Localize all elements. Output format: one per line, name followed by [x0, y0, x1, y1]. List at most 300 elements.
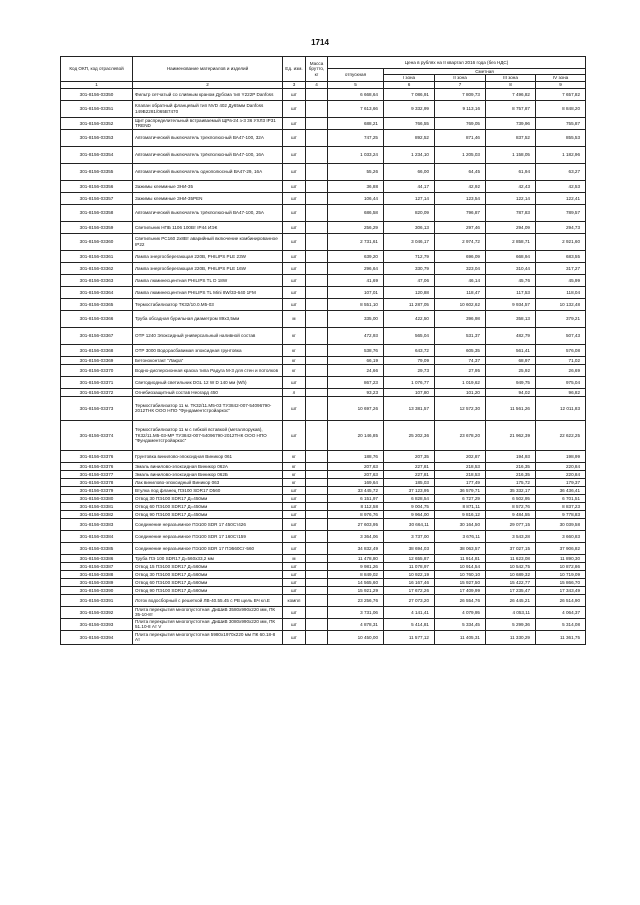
column-index-row	[61, 81, 586, 88]
cell-price-zone-2: 323,04	[435, 262, 486, 274]
table-row	[61, 163, 586, 180]
cell-price-zone-4: 855,53	[536, 129, 586, 146]
cell-price-zone-1: 38 694,03	[384, 542, 435, 554]
cell-price-zone-1: 9 964,00	[384, 510, 435, 518]
cell-price-otpusknaya: 169,64	[328, 478, 384, 486]
cell-mass	[306, 554, 328, 562]
cell-price-zone-2: 3 676,11	[435, 530, 486, 542]
cell-price-zone-3: 6 502,95	[486, 494, 536, 502]
table-row	[61, 470, 586, 478]
cell-code: 301-8156-03391	[61, 594, 133, 606]
cell-price-otpusknaya: 33 445,72	[328, 486, 384, 494]
cell-name: Отвод 90 ПЭ100 SDR17 Д=560мм	[133, 586, 283, 594]
cell-price-zone-2: 202,87	[435, 450, 486, 462]
cell-price-zone-2: 10 760,10	[435, 570, 486, 578]
cell-price-zone-3: 8 757,87	[486, 100, 536, 117]
cell-mass	[306, 163, 328, 180]
cell-code: 301-8156-03385	[61, 542, 133, 554]
cell-name: Отвод 90 ПЭ100 SDR17 Д=450мм	[133, 510, 283, 518]
table-row	[61, 356, 586, 364]
header-mass: Масса брутто, кг	[306, 57, 328, 82]
cell-name: Светильник РС160 2х8Вт аварийный включение комбинированное IP22	[133, 233, 283, 250]
cell-price-zone-2: 17 409,99	[435, 586, 486, 594]
cell-price-zone-2: 2 974,72	[435, 233, 486, 250]
cell-price-zone-4: 8 848,20	[536, 100, 586, 117]
cell-price-zone-4: 63,27	[536, 163, 586, 180]
table-row	[61, 146, 586, 163]
cell-price-zone-3: 949,75	[486, 376, 536, 388]
cell-price-otpusknaya: 207,63	[328, 470, 384, 478]
cell-price-otpusknaya: 41,69	[328, 274, 384, 286]
cell-price-zone-1: 10 922,19	[384, 570, 435, 578]
table-row	[61, 388, 586, 396]
cell-price-zone-4: 683,55	[536, 250, 586, 262]
cell-mass	[306, 327, 328, 344]
cell-name: Бетоноконтакт "Лакра"	[133, 356, 283, 364]
cell-price-zone-1: 9 004,75	[384, 502, 435, 510]
cell-price-otpusknaya: 24,66	[328, 364, 384, 376]
cell-mass	[306, 180, 328, 192]
col-index: 2	[133, 81, 283, 88]
cell-mass	[306, 344, 328, 356]
cell-price-zone-2: 101,20	[435, 388, 486, 396]
cell-price-zone-2: 123,54	[435, 192, 486, 204]
cell-mass	[306, 356, 328, 364]
cell-price-zone-2: 118,47	[435, 286, 486, 298]
cell-code: 301-8156-03374	[61, 420, 133, 450]
table-row	[61, 462, 586, 470]
col-index: 8	[486, 81, 536, 88]
cell-price-zone-2: 23 678,20	[435, 420, 486, 450]
table-row	[61, 204, 586, 221]
cell-unit: шт	[283, 298, 306, 310]
cell-price-otpusknaya: 639,20	[328, 250, 384, 262]
cell-code: 301-8156-03388	[61, 570, 133, 578]
cell-price-zone-4: 755,87	[536, 117, 586, 129]
table-body	[61, 57, 586, 645]
cell-mass	[306, 530, 328, 542]
cell-price-zone-2: 10 602,62	[435, 298, 486, 310]
cell-price-zone-1: 120,88	[384, 286, 435, 298]
table-row	[61, 510, 586, 518]
cell-mass	[306, 286, 328, 298]
cell-name: Отвод 60 ПЭ100 SDR17 Д=450мм	[133, 502, 283, 510]
cell-price-zone-3: 5 299,36	[486, 618, 536, 630]
cell-unit: шт	[283, 606, 306, 618]
table-row	[61, 180, 586, 192]
cell-price-zone-3: 45,76	[486, 274, 536, 286]
cell-price-zone-1: 6 828,54	[384, 494, 435, 502]
cell-code: 301-8156-03377	[61, 470, 133, 478]
cell-price-zone-1: 17 672,26	[384, 586, 435, 594]
cell-unit: шт	[283, 100, 306, 117]
cell-name: Соединение неразъемное ПЭ100 SDR 17 ПЭ560Ст-560	[133, 542, 283, 554]
cell-price-zone-2: 871,46	[435, 129, 486, 146]
cell-unit: шт	[283, 274, 306, 286]
cell-price-otpusknaya: 867,23	[328, 376, 384, 388]
cell-price-otpusknaya: 66,19	[328, 356, 384, 364]
cell-price-zone-3: 216,35	[486, 462, 536, 470]
col-index: 9	[536, 81, 586, 88]
cell-code: 301-8156-03373	[61, 396, 133, 420]
cell-mass	[306, 117, 328, 129]
cell-name: Отвод 60 ПЭ100 SDR17 Д=560мм	[133, 578, 283, 586]
cell-price-zone-4: 42,53	[536, 180, 586, 192]
cell-price-zone-3: 9 484,55	[486, 510, 536, 518]
cell-unit: шт	[283, 502, 306, 510]
cell-name: Эмаль винилово-эпоксидная Виникор 062Б	[133, 470, 283, 478]
cell-price-otpusknaya: 207,63	[328, 462, 384, 470]
cell-price-zone-3: 117,53	[486, 286, 536, 298]
cell-name: Лампа энергосберегающая 220В, PHILIPS PLE 16W	[133, 262, 283, 274]
cell-unit: м	[283, 554, 306, 562]
cell-price-zone-4: 17 343,49	[536, 586, 586, 594]
cell-name: Термостабилизатор ТК32/10.0.М5-03	[133, 298, 283, 310]
cell-name: Лоток водосборный с решеткой ЛВ-40.55.45 с РВ щель ВЧ кл.Е	[133, 594, 283, 606]
table-row	[61, 606, 586, 618]
cell-price-zone-1: 27 073,20	[384, 594, 435, 606]
table-row	[61, 554, 586, 562]
cell-price-zone-4: 789,57	[536, 204, 586, 221]
cell-unit: шт	[283, 250, 306, 262]
cell-code: 301-8156-03392	[61, 606, 133, 618]
cell-unit: кг	[283, 450, 306, 462]
cell-price-zone-2: 10 914,54	[435, 562, 486, 570]
cell-unit: кг	[283, 344, 306, 356]
cell-price-otpusknaya: 256,29	[328, 221, 384, 233]
table-row	[61, 100, 586, 117]
cell-code: 301-8156-03350	[61, 88, 133, 100]
header-otpusknaya: отпускная	[328, 69, 384, 82]
cell-mass	[306, 298, 328, 310]
cell-price-zone-4: 118,04	[536, 286, 586, 298]
cell-price-otpusknaya: 472,93	[328, 327, 384, 344]
cell-unit: шт	[283, 618, 306, 630]
cell-mass	[306, 462, 328, 470]
cell-code: 301-8156-03351	[61, 100, 133, 117]
cell-price-zone-3: 21 962,39	[486, 420, 536, 450]
cell-price-zone-2: 6 727,29	[435, 494, 486, 502]
cell-name: Щит распределительный встраиваемый ЩРв-24 з-3 36 УХЛ3 IP31 TREND	[133, 117, 283, 129]
cell-price-zone-2: 218,53	[435, 470, 486, 478]
cell-code: 301-8156-03359	[61, 221, 133, 233]
cell-name: Отвод 15 ПЭ100 SDR17 Д=560мм	[133, 562, 283, 570]
cell-price-zone-3: 2 858,71	[486, 233, 536, 250]
header-zone-3: III зона	[486, 75, 536, 81]
cell-code: 301-8156-03368	[61, 344, 133, 356]
cell-mass	[306, 274, 328, 286]
cell-price-otpusknaya: 688,21	[328, 117, 384, 129]
cell-price-otpusknaya: 107,01	[328, 286, 384, 298]
cell-price-zone-1: 11 577,12	[384, 630, 435, 644]
cell-mass	[306, 233, 328, 250]
cell-name: Соединение неразъемное ПЭ100 SDR 17 450Ст426	[133, 518, 283, 530]
cell-mass	[306, 450, 328, 462]
cell-price-otpusknaya: 8 551,10	[328, 298, 384, 310]
cell-price-zone-3: 175,72	[486, 478, 536, 486]
cell-price-zone-1: 712,79	[384, 250, 435, 262]
cell-unit: шт	[283, 192, 306, 204]
table-row	[61, 327, 586, 344]
cell-price-otpusknaya: 10 697,26	[328, 396, 384, 420]
table-row	[61, 364, 586, 376]
cell-price-zone-4: 2 921,60	[536, 233, 586, 250]
cell-price-zone-1: 7 086,91	[384, 88, 435, 100]
header-code: Код ОКП, код отраслевой	[61, 57, 133, 82]
cell-code: 301-8156-03384	[61, 530, 133, 542]
cell-mass	[306, 486, 328, 494]
cell-mass	[306, 570, 328, 578]
cell-mass	[306, 88, 328, 100]
cell-code: 301-8156-03362	[61, 262, 133, 274]
cell-name: Автоматический выключатель трёхполюсный ВА47-100, 16А	[133, 146, 283, 163]
cell-name: Плита перекрытия многопустотная ,ДиШиВ 3080х990х220 мм, ПК 51.10-8 Ат V	[133, 618, 283, 630]
cell-price-zone-3: 42,43	[486, 180, 536, 192]
cell-name: Эмаль винилово-эпоксидная Виникор 062А	[133, 462, 283, 470]
cell-name: Соединение неразъемное ПЭ100 SDR 17 160Ст159	[133, 530, 283, 542]
cell-price-zone-3: 668,94	[486, 250, 536, 262]
header-row-1	[61, 57, 586, 69]
cell-price-zone-2: 30 164,50	[435, 518, 486, 530]
table-row	[61, 618, 586, 630]
cell-unit: шт	[283, 262, 306, 274]
cell-name: Труба обсадная бурильная диаметром 89х3,5мм	[133, 310, 283, 327]
table-row	[61, 594, 586, 606]
cell-price-otpusknaya: 6 668,64	[328, 88, 384, 100]
cell-price-zone-1: 766,55	[384, 117, 435, 129]
cell-price-zone-1: 16 167,46	[384, 578, 435, 586]
cell-mass	[306, 310, 328, 327]
table-row	[61, 129, 586, 146]
cell-price-zone-1: 4 141,41	[384, 606, 435, 618]
cell-mass	[306, 510, 328, 518]
cell-unit: шт	[283, 396, 306, 420]
cell-mass	[306, 518, 328, 530]
cell-unit: кг	[283, 470, 306, 478]
cell-price-zone-2: 4 079,95	[435, 606, 486, 618]
cell-mass	[306, 478, 328, 486]
cell-price-zone-2: 531,37	[435, 327, 486, 344]
cell-price-zone-3: 25,92	[486, 364, 536, 376]
cell-unit: шт	[283, 578, 306, 586]
cell-name: Водно-дисперсионная краска типа Радуга М-3 для стен и потолков	[133, 364, 283, 376]
cell-price-otpusknaya: 747,25	[328, 129, 384, 146]
cell-price-otpusknaya: 11 478,80	[328, 554, 384, 562]
table-row	[61, 262, 586, 274]
table-row	[61, 88, 586, 100]
cell-mass	[306, 562, 328, 570]
cell-code: 301-8156-03356	[61, 180, 133, 192]
cell-code: 301-8156-03380	[61, 494, 133, 502]
table-row	[61, 478, 586, 486]
cell-price-zone-4: 7 657,82	[536, 88, 586, 100]
cell-price-otpusknaya: 8 112,58	[328, 502, 384, 510]
cell-price-zone-4: 11 890,30	[536, 554, 586, 562]
cell-mass	[306, 630, 328, 644]
cell-name: ОТР 3000 Водорасбавимая эпоксидная грунтовка	[133, 344, 283, 356]
cell-price-zone-3: 94,02	[486, 388, 536, 396]
cell-unit: шт	[283, 518, 306, 530]
cell-price-otpusknaya: 10 450,00	[328, 630, 384, 644]
cell-price-zone-1: 44,17	[384, 180, 435, 192]
cell-price-zone-3: 122,14	[486, 192, 536, 204]
cell-price-otpusknaya: 34 832,49	[328, 542, 384, 554]
cell-code: 301-8156-03378	[61, 478, 133, 486]
cell-price-zone-2: 12 572,30	[435, 396, 486, 420]
cell-code: 301-8156-03364	[61, 286, 133, 298]
cell-price-otpusknaya: 3 364,06	[328, 530, 384, 542]
cell-price-zone-1: 3 046,17	[384, 233, 435, 250]
cell-mass	[306, 586, 328, 594]
table-row	[61, 486, 586, 494]
cell-code: 301-8156-03369	[61, 356, 133, 364]
cell-code: 301-8156-03376	[61, 462, 133, 470]
cell-price-otpusknaya: 20 146,85	[328, 420, 384, 450]
cell-price-zone-1: 306,13	[384, 221, 435, 233]
cell-mass	[306, 364, 328, 376]
table-row	[61, 250, 586, 262]
cell-code: 301-8156-03363	[61, 274, 133, 286]
cell-price-zone-2: 696,09	[435, 250, 486, 262]
cell-unit: шт	[283, 542, 306, 554]
cell-price-zone-3: 9 934,57	[486, 298, 536, 310]
cell-mass	[306, 396, 328, 420]
cell-price-zone-3: 216,35	[486, 470, 536, 478]
cell-mass	[306, 146, 328, 163]
cell-price-zone-1: 127,14	[384, 192, 435, 204]
cell-name: Зажимы клеммные ЗНИ-35	[133, 180, 283, 192]
cell-name: Фильтр сетчатый со сливным краном Дубсма тип Y222P Danfoss	[133, 88, 283, 100]
cell-price-zone-1: 25 202,36	[384, 420, 435, 450]
cell-unit: компл	[283, 594, 306, 606]
cell-price-otpusknaya: 6 151,97	[328, 494, 384, 502]
cell-price-zone-1: 3 737,00	[384, 530, 435, 542]
cell-unit: шт	[283, 494, 306, 502]
cell-price-zone-3: 68,97	[486, 356, 536, 364]
cell-code: 301-8156-03365	[61, 298, 133, 310]
cell-price-zone-1: 643,72	[384, 344, 435, 356]
cell-name: Автоматический выключатель трехполюсный ВА47-100, 32А	[133, 129, 283, 146]
table-row	[61, 530, 586, 542]
cell-price-zone-3: 294,09	[486, 221, 536, 233]
cell-price-zone-3: 26 445,21	[486, 594, 536, 606]
cell-price-zone-3: 4 053,11	[486, 606, 536, 618]
cell-price-zone-4: 122,41	[536, 192, 586, 204]
table-row	[61, 586, 586, 594]
header-price-title: Цена в рублях на II квартал 2016 года (без НДС)	[328, 57, 586, 69]
cell-price-zone-4: 576,08	[536, 344, 586, 356]
cell-mass	[306, 420, 328, 450]
cell-price-zone-3: 10 689,32	[486, 570, 536, 578]
header-unit: Ед. изм.	[283, 57, 306, 82]
cell-price-zone-2: 15 927,50	[435, 578, 486, 586]
cell-price-zone-4: 12 011,83	[536, 396, 586, 420]
cell-name: Втулка под фланец ПЭ100 SDR17 D560	[133, 486, 283, 494]
cell-price-zone-4: 8 837,23	[536, 502, 586, 510]
cell-price-zone-3: 29 077,15	[486, 518, 536, 530]
cell-mass	[306, 388, 328, 396]
table-row	[61, 630, 586, 644]
cell-price-otpusknaya: 686,58	[328, 204, 384, 221]
header-zone-1: I зона	[384, 75, 435, 81]
cell-code: 301-8156-03355	[61, 163, 133, 180]
cell-name: Огнебиозащитный состав Неогард 450	[133, 388, 283, 396]
cell-code: 301-8156-03389	[61, 578, 133, 586]
cell-price-zone-2: 8 871,11	[435, 502, 486, 510]
cell-price-zone-3: 11 330,29	[486, 630, 536, 644]
cell-mass	[306, 129, 328, 146]
cell-unit: кг	[283, 478, 306, 486]
cell-price-zone-1: 422,50	[384, 310, 435, 327]
cell-price-zone-2: 9 113,16	[435, 100, 486, 117]
cell-price-zone-2: 1 019,62	[435, 376, 486, 388]
cell-code: 301-8156-03352	[61, 117, 133, 129]
cell-mass	[306, 250, 328, 262]
cell-price-zone-1: 565,04	[384, 327, 435, 344]
cell-name: Термостабилизатор 11 м. ТК32/11.М5-03 ТУ3842-007-54096790-2012ТНК ООО НПО "Фундаментстройаркос"	[133, 396, 283, 420]
cell-price-otpusknaya: 4 878,31	[328, 618, 384, 630]
cell-price-zone-1: 47,06	[384, 274, 435, 286]
cell-code: 301-8156-03370	[61, 364, 133, 376]
table-row	[61, 578, 586, 586]
cell-price-otpusknaya: 2 731,61	[328, 233, 384, 250]
cell-price-zone-4: 3 660,83	[536, 530, 586, 542]
cell-price-zone-3: 35 332,17	[486, 486, 536, 494]
cell-unit: кг	[283, 356, 306, 364]
cell-unit: кг	[283, 327, 306, 344]
cell-price-zone-4: 1 182,96	[536, 146, 586, 163]
cell-code: 301-8156-03366	[61, 310, 133, 327]
table-row	[61, 502, 586, 510]
cell-price-zone-2: 74,37	[435, 356, 486, 364]
cell-unit: шт	[283, 117, 306, 129]
cell-price-zone-1: 107,80	[384, 388, 435, 396]
cell-price-zone-3: 739,96	[486, 117, 536, 129]
cell-code: 301-8156-03393	[61, 618, 133, 630]
cell-price-zone-4: 10 132,48	[536, 298, 586, 310]
cell-price-zone-3: 3 543,28	[486, 530, 536, 542]
cell-price-otpusknaya: 538,76	[328, 344, 384, 356]
cell-unit: шт	[283, 88, 306, 100]
cell-name: Лампа люминесцентная PHILIPS TL Mini 8W/33-640 1FM	[133, 286, 283, 298]
table-row	[61, 450, 586, 462]
table-row	[61, 376, 586, 388]
cell-price-zone-4: 198,99	[536, 450, 586, 462]
cell-name: Зажимы клеммные ЗНИ-35PEN	[133, 192, 283, 204]
cell-price-zone-2: 9 816,12	[435, 510, 486, 518]
table-row	[61, 192, 586, 204]
cell-unit: кг	[283, 364, 306, 376]
cell-price-zone-1: 207,35	[384, 450, 435, 462]
cell-mass	[306, 221, 328, 233]
header-zone-2: II зона	[435, 75, 486, 81]
cell-price-zone-3: 358,13	[486, 310, 536, 327]
cell-mass	[306, 192, 328, 204]
cell-price-zone-1: 1 234,10	[384, 146, 435, 163]
cell-unit: шт	[283, 129, 306, 146]
header-smetnaya: Сметная	[384, 69, 586, 75]
table-row	[61, 344, 586, 356]
cell-price-otpusknaya: 106,44	[328, 192, 384, 204]
cell-price-zone-1: 820,09	[384, 204, 435, 221]
cell-mass	[306, 470, 328, 478]
cell-price-zone-4: 36 436,41	[536, 486, 586, 494]
cell-name: Светильник НПБ 1106 100Вт IP44 ИЭК	[133, 221, 283, 233]
cell-price-zone-4: 26,69	[536, 364, 586, 376]
cell-unit: шт	[283, 376, 306, 388]
table-row	[61, 274, 586, 286]
cell-unit: м	[283, 310, 306, 327]
